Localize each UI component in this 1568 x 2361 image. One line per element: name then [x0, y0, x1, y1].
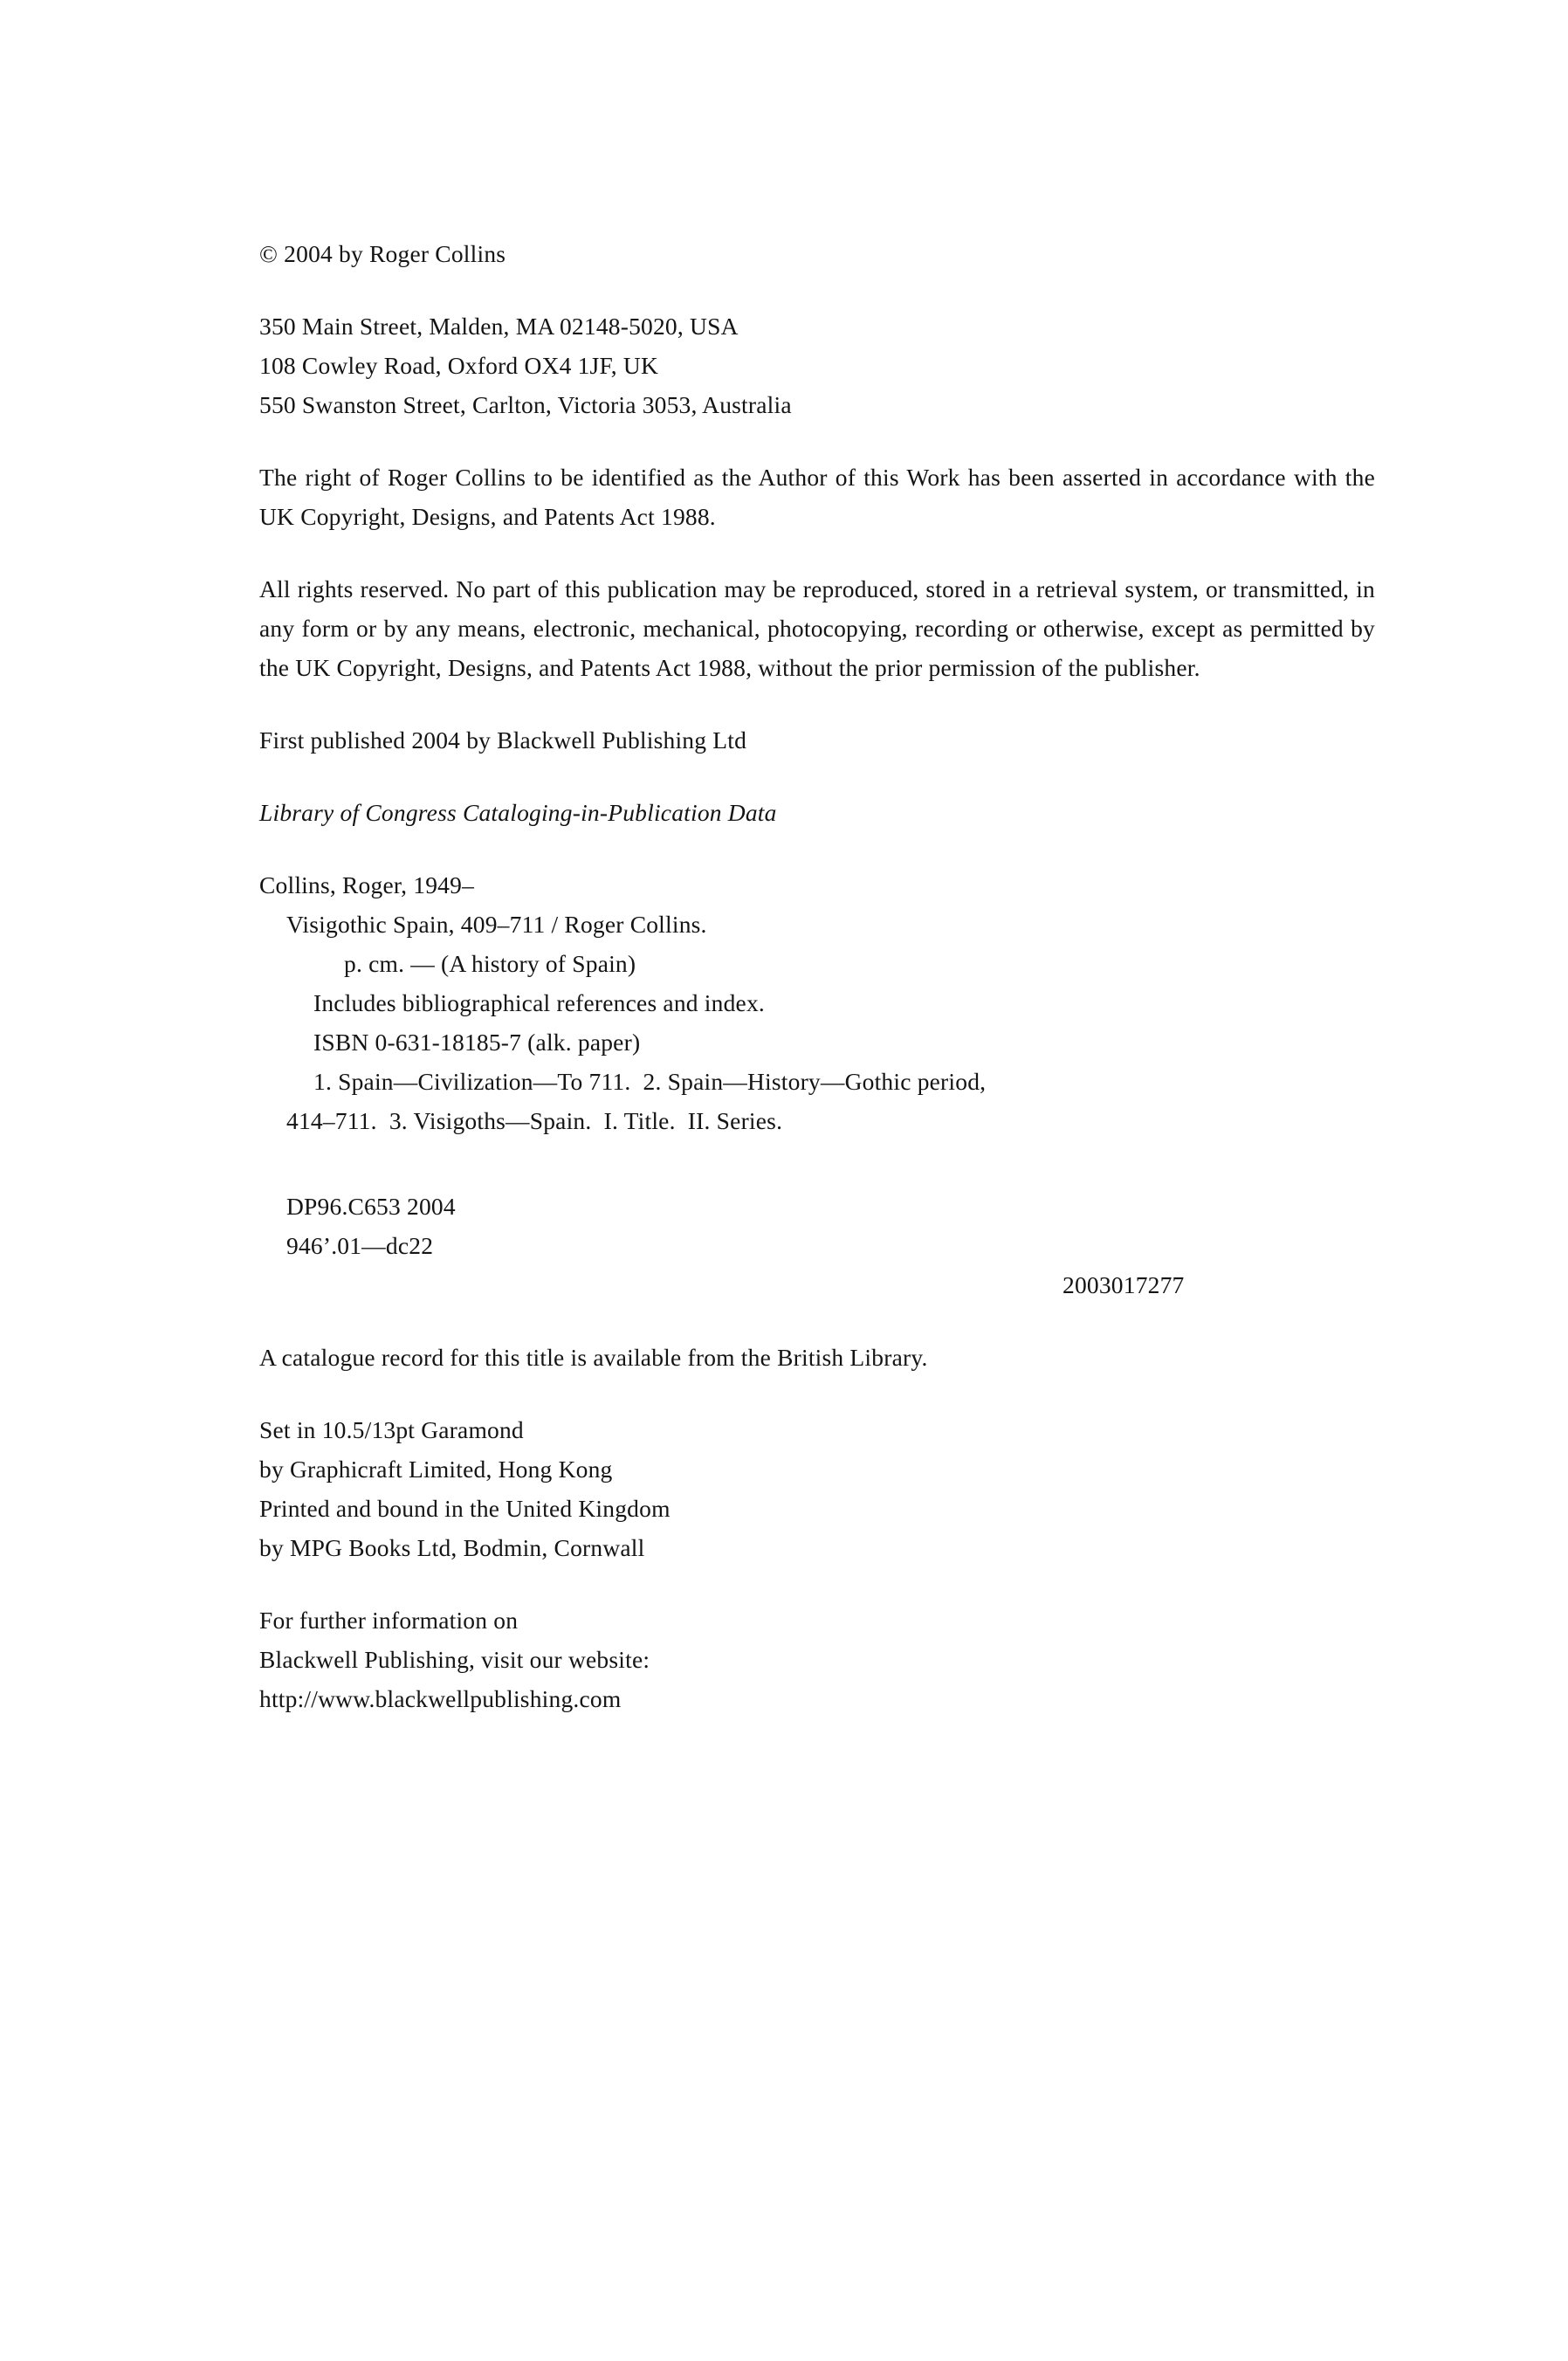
- copyright-notice: © 2004 by Roger Collins: [259, 240, 506, 267]
- cip-line-subjects-2: 414–711. 3. Visigoths—Spain. I. Title. II. Series.: [286, 1107, 783, 1134]
- cip-line-references: Includes bibliographical references and index.: [313, 989, 765, 1016]
- first-published-line: First published 2004 by Blackwell Publishing Ltd: [259, 726, 747, 754]
- printer-line: by MPG Books Ltd, Bodmin, Cornwall: [259, 1534, 645, 1561]
- british-library-note: A catalogue record for this title is available from the British Library.: [259, 1344, 928, 1371]
- catalog-numbers-block: [259, 1174, 1375, 1265]
- further-info-line-1: For further information on: [259, 1607, 519, 1634]
- address-line-uk: 108 Cowley Road, Oxford OX4 1JF, UK: [259, 352, 659, 379]
- cip-heading: Library of Congress Cataloging-in-Publication Data: [259, 799, 777, 826]
- printed-line: Printed and bound in the United Kingdom: [259, 1495, 671, 1522]
- lccn-number: 2003017277: [1063, 1271, 1185, 1298]
- copyright-notice-block: [259, 234, 1375, 273]
- cip-line-subjects-1: 1. Spain—Civilization—To 711. 2. Spain—History—Gothic period,: [313, 1068, 987, 1095]
- publisher-addresses-block: [259, 306, 1375, 424]
- cip-record-block: [259, 865, 1375, 1140]
- typesetter-line: by Graphicraft Limited, Hong Kong: [259, 1456, 613, 1483]
- copyright-page: [259, 234, 1375, 1752]
- loc-call-number: DP96.C653 2004: [286, 1193, 456, 1220]
- all-rights-reserved-paragraph: All rights reserved. No part of this publication may be reproduced, stored in a retrieval system, or transmitted, in any form or by any means, electronic, mechanical, photocopying, recording or otherwise, except as permitted by the UK Copyright, Designs, and Patents Act 1988, without the prior permission of the publisher.: [259, 575, 1375, 681]
- cip-line-author: Collins, Roger, 1949–: [259, 871, 475, 898]
- address-line-usa: 350 Main Street, Malden, MA 02148-5020, USA: [259, 313, 739, 340]
- cip-line-series: p. cm. — (A history of Spain): [344, 950, 636, 977]
- further-info-block: [259, 1600, 1375, 1718]
- dewey-number: 946’.01—dc22: [286, 1232, 434, 1259]
- production-block: [259, 1410, 1375, 1567]
- typeface-line: Set in 10.5/13pt Garamond: [259, 1416, 524, 1443]
- further-info-line-2: Blackwell Publishing, visit our website:: [259, 1646, 650, 1673]
- cip-line-title: Visigothic Spain, 409–711 / Roger Collins.: [286, 911, 707, 938]
- address-line-australia: 550 Swanston Street, Carlton, Victoria 3053, Australia: [259, 391, 792, 418]
- rights-assertion-paragraph: The right of Roger Collins to be identified as the Author of this Work has been asserted in accordance with the UK Copyright, Designs, and Patents Act 1988.: [259, 464, 1375, 530]
- publisher-website-url: http://www.blackwellpublishing.com: [259, 1685, 622, 1712]
- cip-heading-block: [259, 793, 1375, 832]
- first-published-block: [259, 720, 1375, 760]
- british-library-block: [259, 1338, 1375, 1377]
- cip-line-isbn: ISBN 0-631-18185-7 (alk. paper): [313, 1029, 641, 1056]
